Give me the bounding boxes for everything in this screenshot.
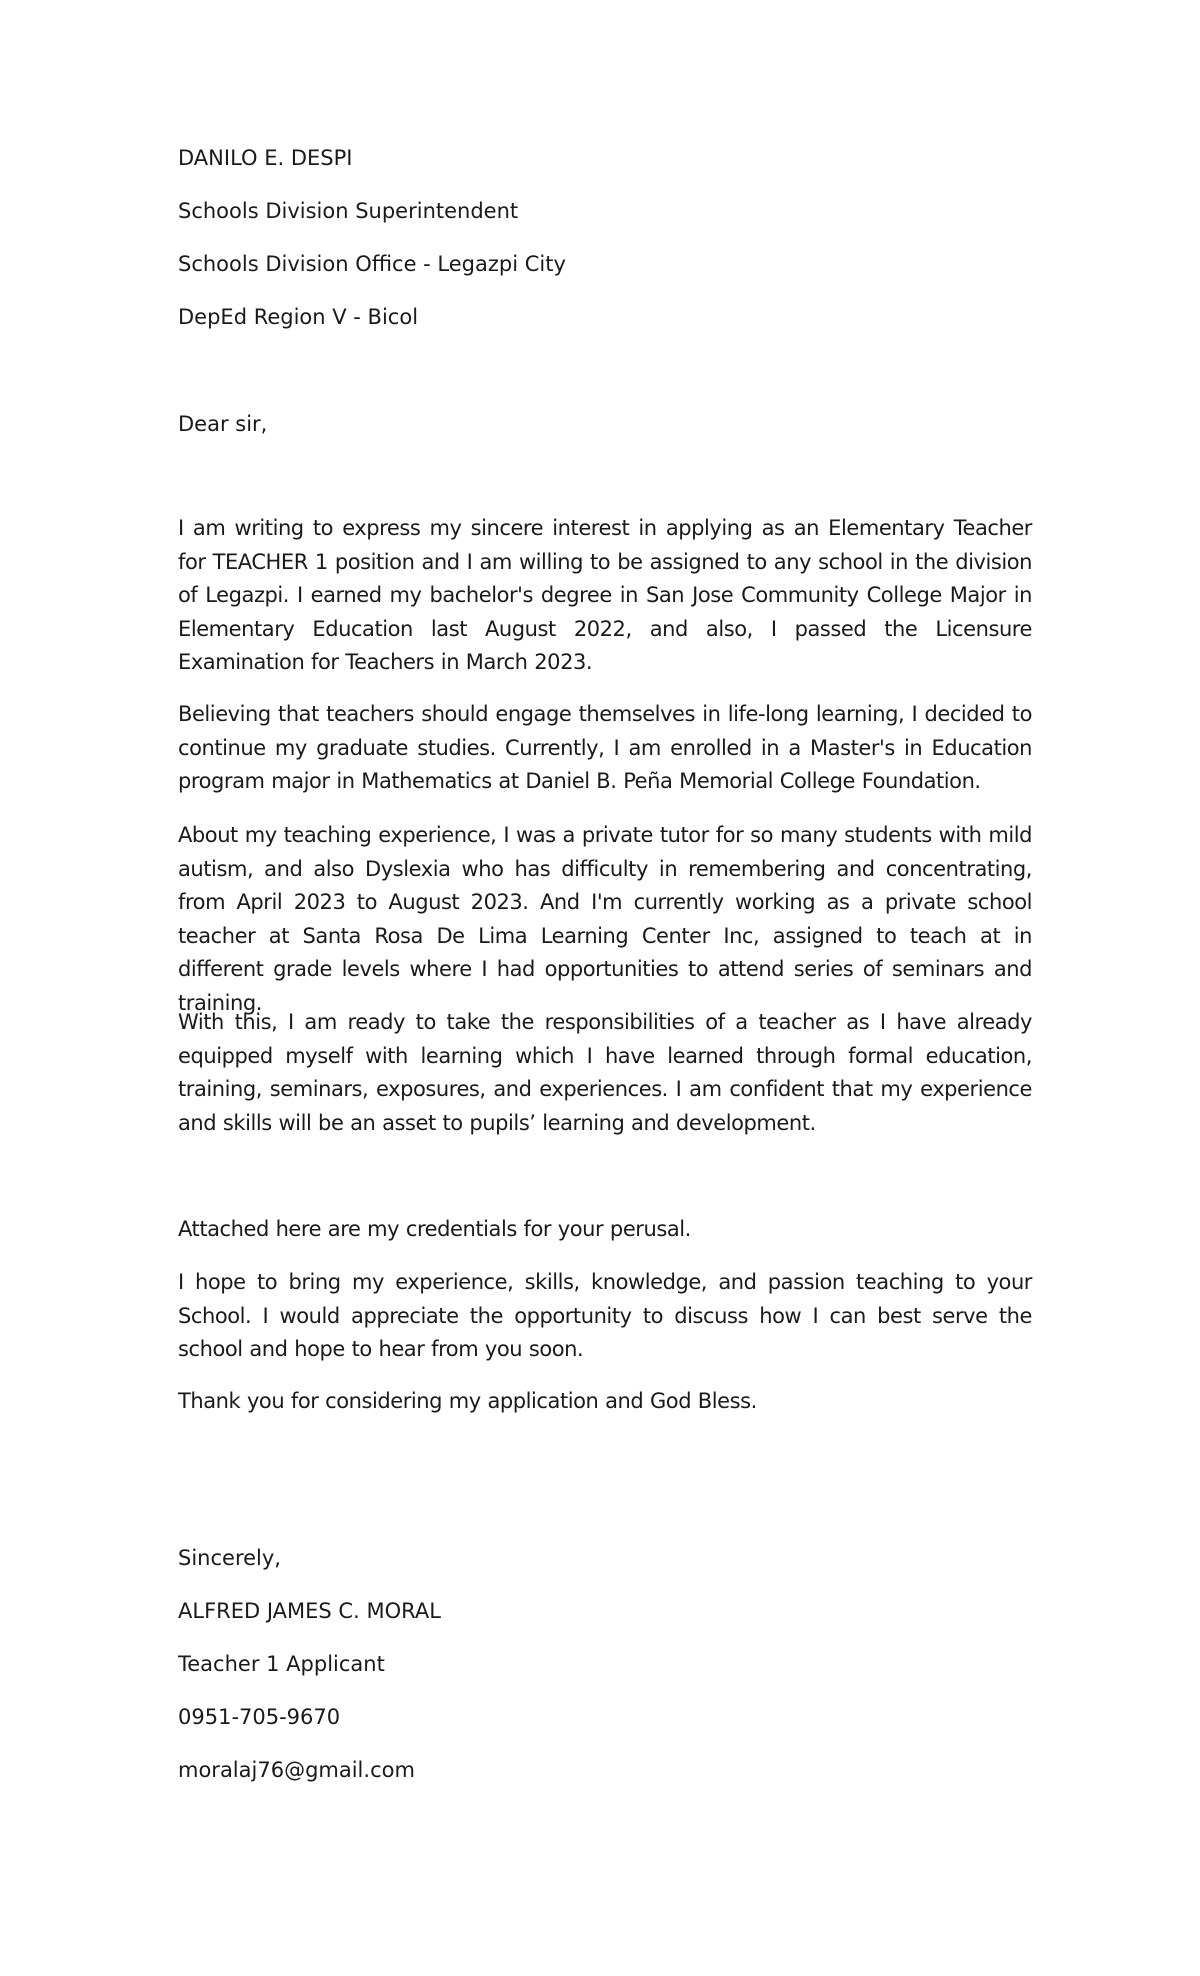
- signer-email: moralaj76@gmail.com: [178, 1758, 415, 1782]
- closing-paragraph-3: Thank you for considering my application and God Bless.: [178, 1389, 757, 1413]
- salutation: Dear sir,: [178, 412, 268, 436]
- valediction: Sincerely,: [178, 1546, 281, 1570]
- recipient-name: DANILO E. DESPI: [178, 146, 353, 170]
- signer-phone: 0951-705-9670: [178, 1705, 341, 1729]
- body-paragraph-4: With this, I am ready to take the responsibilities of a teacher as I have already equipped myself with learning which I have learned through formal education, training, seminars, exposures, and experiences. I am confident that my experience and skills will be an asset to pupils’ learning and development.: [178, 1010, 1032, 1135]
- recipient-title: Schools Division Superintendent: [178, 199, 519, 223]
- signer-name: ALFRED JAMES C. MORAL: [178, 1599, 441, 1623]
- body-paragraph-2: Believing that teachers should engage themselves in life-long learning, I decided to continue my graduate studies. Currently, I am enrolled in a Master's in Education program major in Mathematics at Daniel B. Peña Memorial College Foundation.: [178, 702, 1032, 793]
- recipient-block: [178, 142, 1032, 334]
- recipient-office: Schools Division Office - Legazpi City: [178, 252, 566, 276]
- closing-paragraph-2: I hope to bring my experience, skills, knowledge, and passion teaching to your School. I would appreciate the opportunity to discuss how I can best serve the school and hope to hear from you soon.: [178, 1270, 1032, 1361]
- closing-paragraph-1: Attached here are my credentials for your perusal.: [178, 1217, 691, 1241]
- signature-block: [178, 1542, 1032, 1787]
- recipient-region: DepEd Region V - Bicol: [178, 305, 419, 329]
- body-paragraph-3: About my teaching experience, I was a private tutor for so many students with mild autism, and also Dyslexia who has difficulty in remembering and concentrating, from April 2023 to August 2023. And I'm currently working as a private school teacher at Santa Rosa De Lima Learning Center Inc, assigned to teach at in different grade levels where I had opportunities to attend series of seminars and training.: [178, 823, 1032, 1015]
- body-paragraph-1: I am writing to express my sincere interest in applying as an Elementary Teacher for TEACHER 1 position and I am willing to be assigned to any school in the division of Legazpi. I earned my bachelor's degree in San Jose Community College Major in Elementary Education last August 2022, and also, I passed the Licensure Examination for Teachers in March 2023.: [178, 516, 1032, 674]
- signer-position: Teacher 1 Applicant: [178, 1652, 385, 1676]
